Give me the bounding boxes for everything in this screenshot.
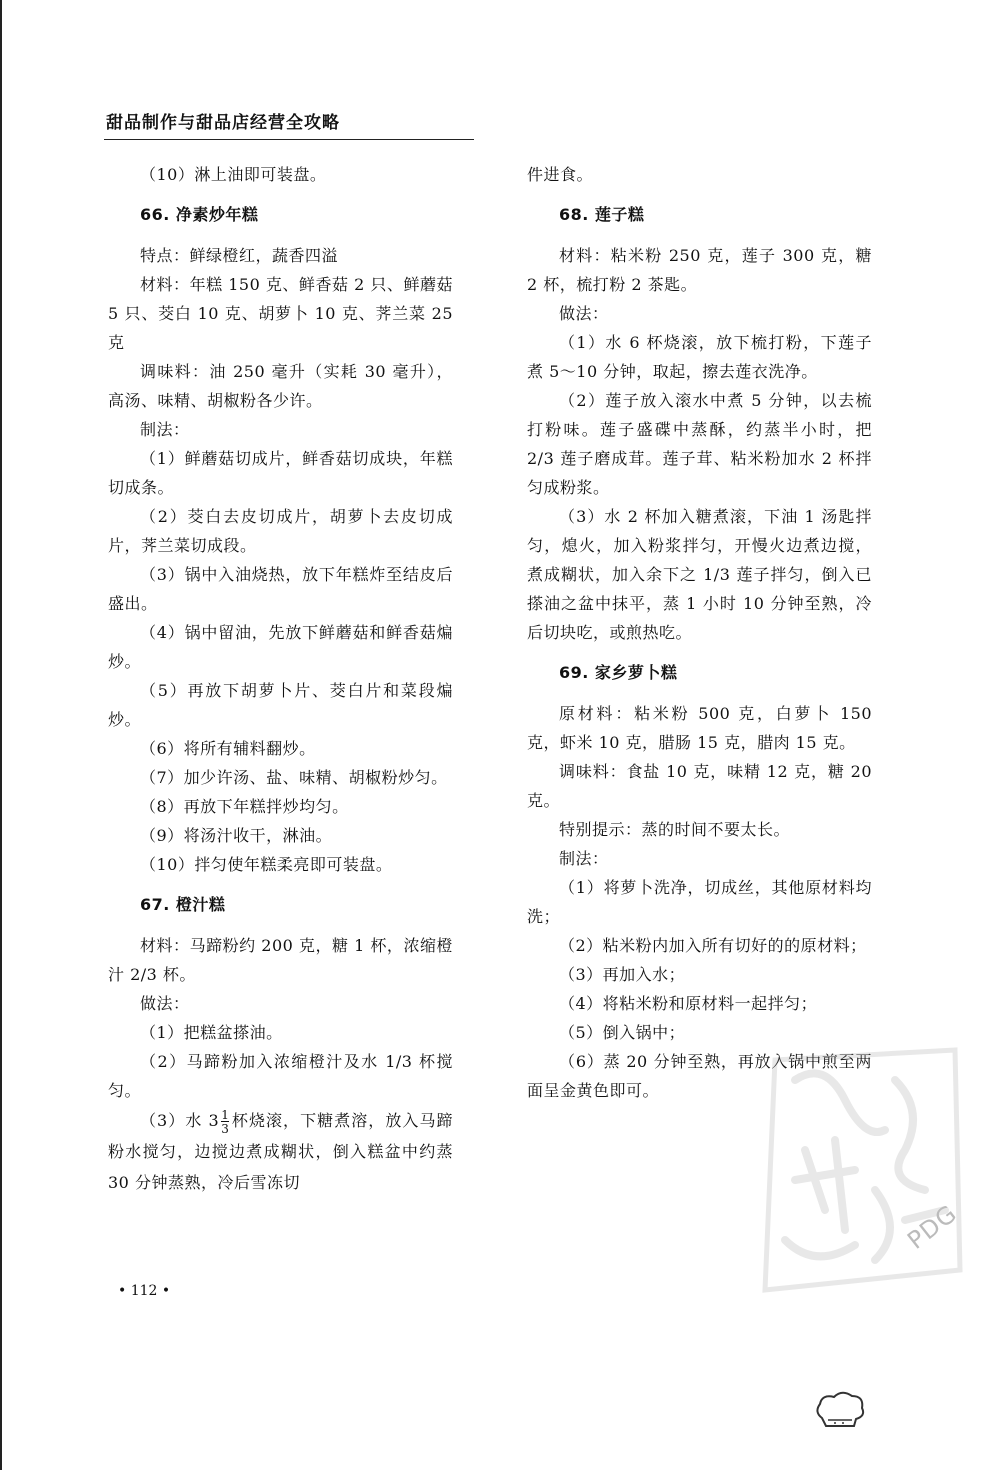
- fraction-numerator: 1: [221, 1107, 230, 1122]
- recipe-title-68: 68. 莲子糕: [559, 205, 645, 224]
- method-label: 做法：: [559, 304, 609, 323]
- method-step: （4）锅中留油，先放下鲜蘑菇和鲜香菇煸炒。: [108, 623, 453, 671]
- recipe-title-66: 66. 净素炒年糕: [140, 205, 259, 224]
- page-number: • 112 •: [118, 1283, 171, 1299]
- left-column: [108, 160, 453, 1198]
- method-step: （1）把糕盆搽油。: [140, 1023, 283, 1042]
- recipe-title-67: 67. 橙汁糕: [140, 895, 226, 914]
- recipe-title-69: 69. 家乡萝卜糕: [559, 663, 678, 682]
- method-step: （6）蒸 20 分钟至熟，再放入锅中煎至两面呈金黄色即可。: [527, 1052, 872, 1100]
- scan-edge-line: [0, 0, 2, 1470]
- method-step: （7）加少许汤、盐、味精、胡椒粉炒匀。: [140, 768, 448, 787]
- recipe-features: 特点：鲜绿橙红，蔬香四溢: [140, 246, 339, 265]
- recipe-materials: 原材料：粘米粉 500 克，白萝卜 150 克，虾米 10 克，腊肠 15 克，腊肉 15 克。: [527, 704, 872, 752]
- step3-prefix: （3）水 3: [140, 1111, 220, 1130]
- continued-step: （10）淋上油即可装盘。: [140, 165, 327, 184]
- method-step: （2）粘米粉内加入所有切好的的原材料；: [559, 936, 867, 955]
- method-step: （1）将萝卜洗净，切成丝，其他原材料均洗；: [527, 878, 872, 926]
- method-step: （1）鲜蘑菇切成片，鲜香菇切成块，年糕切成条。: [108, 449, 453, 497]
- recipe-materials: 材料：年糕 150 克、鲜香菇 2 只、鲜蘑菇 5 只、茭白 10 克、胡萝卜 10 克、荠兰菜 25 克: [108, 275, 453, 352]
- method-step: （5）倒入锅中；: [559, 1023, 686, 1042]
- watermark-seal-icon: [735, 1040, 975, 1300]
- fraction-one-third: [221, 1109, 229, 1135]
- chef-hat-icon: [812, 1388, 868, 1432]
- method-step: （6）将所有辅料翻炒。: [140, 739, 316, 758]
- method-step-fraction: [108, 1105, 453, 1198]
- fraction-denominator: 3: [221, 1121, 230, 1136]
- recipe-materials: 材料：粘米粉 250 克，莲子 300 克，糖 2 杯，梳打粉 2 茶匙。: [527, 246, 872, 294]
- method-step: （9）将汤汁收干，淋油。: [140, 826, 333, 845]
- method-step: （5）再放下胡萝卜片、茭白片和菜段煸炒。: [108, 681, 453, 729]
- recipe-materials: 材料：马蹄粉约 200 克，糖 1 杯，浓缩橙汁 2/3 杯。: [108, 936, 453, 984]
- method-label: 制法：: [559, 849, 609, 868]
- step3-suffix: 杯烧滚，下糖煮溶，放入马蹄粉水搅匀，边搅边煮成糊状，倒入糕盆中约蒸 30 分钟蒸熟，冷后雪冻切: [108, 1111, 453, 1192]
- continued-text: 件进食。: [527, 165, 594, 184]
- method-step: （10）拌匀使年糕柔亮即可装盘。: [140, 855, 393, 874]
- method-step: （3）水 2 杯加入糖煮滚，下油 1 汤匙拌匀，熄火，加入粉浆拌匀，开慢火边煮边搅，煮成糊状，加入余下之 1/3 莲子拌匀，倒入已搽油之盆中抹平，蒸 1 小时 10 分钟至熟，冷后切块吃，或煎热吃。: [527, 507, 872, 642]
- method-label: 制法：: [140, 420, 190, 439]
- watermark-pdg-text: PDG: [902, 1199, 963, 1255]
- method-step: （2）马蹄粉加入浓缩橙汁及水 1/3 杯搅匀。: [108, 1052, 453, 1100]
- header-rule: [104, 139, 474, 140]
- method-step: （3）再加入水；: [559, 965, 686, 984]
- method-step: （2）茭白去皮切成片，胡萝卜去皮切成片，荠兰菜切成段。: [108, 507, 453, 555]
- method-step: （2）莲子放入滚水中煮 5 分钟，以去梳打粉味。莲子盛碟中蒸酥，约蒸半小时，把 2/3 莲子磨成茸。莲子茸、粘米粉加水 2 杯拌匀成粉浆。: [527, 391, 872, 497]
- method-step: （8）再放下年糕拌炒均匀。: [140, 797, 349, 816]
- method-step: （1）水 6 杯烧滚，放下梳打粉，下莲子煮 5～10 分钟，取起，擦去莲衣洗净。: [527, 333, 872, 381]
- method-step: （3）锅中入油烧热，放下年糕炸至结皮后盛出。: [108, 565, 453, 613]
- running-header-title: 甜品制作与甜品店经营全攻略: [106, 113, 340, 133]
- method-label: 做法：: [140, 994, 190, 1013]
- method-step: （4）将粘米粉和原材料一起拌匀；: [559, 994, 818, 1013]
- recipe-seasoning: 调味料：油 250 毫升（实耗 30 毫升），高汤、味精、胡椒粉各少许。: [108, 362, 453, 410]
- right-column: [527, 160, 872, 1105]
- recipe-seasoning: 调味料：食盐 10 克，味精 12 克，糖 20 克。: [527, 762, 872, 810]
- recipe-tip: 特别提示：蒸的时间不要太长。: [559, 820, 791, 839]
